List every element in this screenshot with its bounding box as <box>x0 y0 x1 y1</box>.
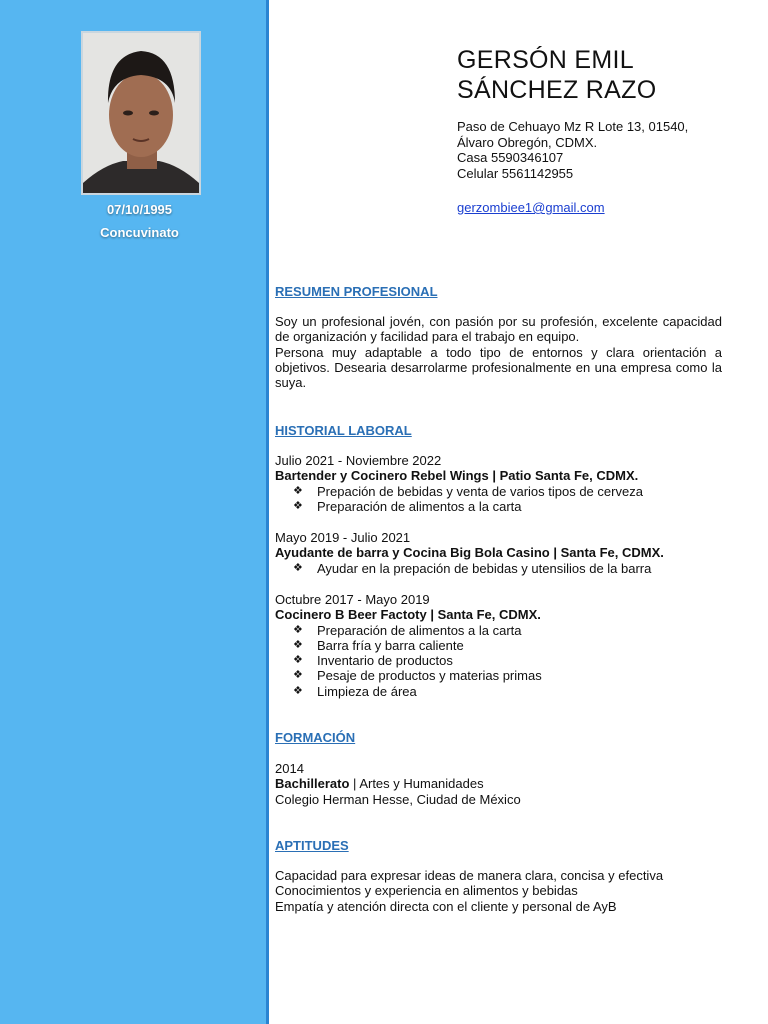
job-tasks <box>275 484 722 515</box>
marital-status: Concuvinato <box>100 225 179 240</box>
task-item: ❖ Pesaje de productos y materias primas <box>293 668 542 684</box>
job-entry <box>275 592 722 699</box>
job-entry <box>275 530 722 576</box>
summary-heading: RESUMEN PROFESIONAL <box>275 284 438 299</box>
task-item: ❖ Preparación de alimentos a la carta <box>293 622 522 638</box>
address-line-1: Paso de Cehuayo Mz R Lote 13, 01540, <box>457 119 689 134</box>
job-tasks <box>275 623 722 699</box>
skill-item: Conocimientos y experiencia en alimentos y bebidas <box>275 883 578 899</box>
mobile-phone: Celular 5561142955 <box>457 165 574 181</box>
email-link[interactable]: gerzombiee1@gmail.com <box>457 200 605 215</box>
job-dates: Octubre 2017 - Mayo 2019 <box>275 592 430 607</box>
summary-paragraph-2: Persona muy adaptable a todo tipo de entornos y clara orientación a objetivos. Desearia desarrolarme profesionalmente en una empresa como la suya. <box>275 344 722 391</box>
bullet-icon: ❖ <box>293 499 303 512</box>
job-dates: Mayo 2019 - Julio 2021 <box>275 530 411 545</box>
education-degree-line <box>275 776 722 791</box>
home-phone: Casa 5590346107 <box>457 150 564 165</box>
birthdate: 07/10/1995 <box>106 202 173 217</box>
task-item: ❖ Inventario de productos <box>293 653 453 669</box>
address-line-2: Álvaro Obregón, CDMX. <box>457 134 598 150</box>
summary-text <box>275 314 722 390</box>
profile-photo <box>81 31 201 195</box>
bullet-icon: ❖ <box>293 638 303 651</box>
skills-heading: APTITUDES <box>275 838 349 853</box>
job-dates: Julio 2021 - Noviembre 2022 <box>275 453 442 468</box>
full-name <box>457 45 656 105</box>
education-field: Artes y Humanidades <box>359 776 484 792</box>
job-title: Ayudante de barra y Cocina Big Bola Casino | Santa Fe, CDMX. <box>275 545 664 561</box>
job-entry <box>275 453 722 514</box>
bullet-icon: ❖ <box>293 623 303 636</box>
job-tasks <box>275 561 722 576</box>
task-item: ❖ Prepación de bebidas y venta de varios tipos de cerveza <box>293 483 643 499</box>
bullet-icon: ❖ <box>293 484 303 497</box>
summary-paragraph-1: Soy un profesional jovén, con pasión por su profesión, excelente capacidad de organización y facilidad para el trabajo en equipo. <box>275 314 722 345</box>
education-entry <box>275 761 722 807</box>
task-item: ❖ Limpieza de área <box>293 683 417 699</box>
bullet-icon: ❖ <box>293 669 303 682</box>
education-year: 2014 <box>275 761 304 776</box>
bullet-icon: ❖ <box>293 684 303 697</box>
education-separator: | <box>349 776 360 792</box>
contact-block <box>457 119 688 181</box>
skill-item: Empatía y atención directa con el cliente y personal de AyB <box>275 898 617 914</box>
work-heading: HISTORIAL LABORAL <box>275 423 412 438</box>
bullet-icon: ❖ <box>293 561 303 574</box>
education-heading: FORMACIÓN <box>275 730 356 745</box>
name-line-1: GERSÓN EMIL <box>457 46 634 74</box>
job-title: Cocinero B Beer Factoty | Santa Fe, CDMX. <box>275 607 541 623</box>
job-title: Bartender y Cocinero Rebel Wings | Patio Santa Fe, CDMX. <box>275 468 639 484</box>
education-degree: Bachillerato <box>275 776 350 792</box>
task-item: ❖ Ayudar en la prepación de bebidas y utensilios de la barra <box>293 560 652 576</box>
task-item: ❖ Preparación de alimentos a la carta <box>293 498 522 514</box>
task-item: ❖ Barra fría y barra caliente <box>293 637 464 653</box>
bullet-icon: ❖ <box>293 654 303 667</box>
skills-list <box>275 868 722 914</box>
skill-item: Capacidad para expresar ideas de manera clara, concisa y efectiva <box>275 868 664 883</box>
education-school: Colegio Herman Hesse, Ciudad de México <box>275 791 521 807</box>
name-line-2: SÁNCHEZ RAZO <box>457 76 657 104</box>
